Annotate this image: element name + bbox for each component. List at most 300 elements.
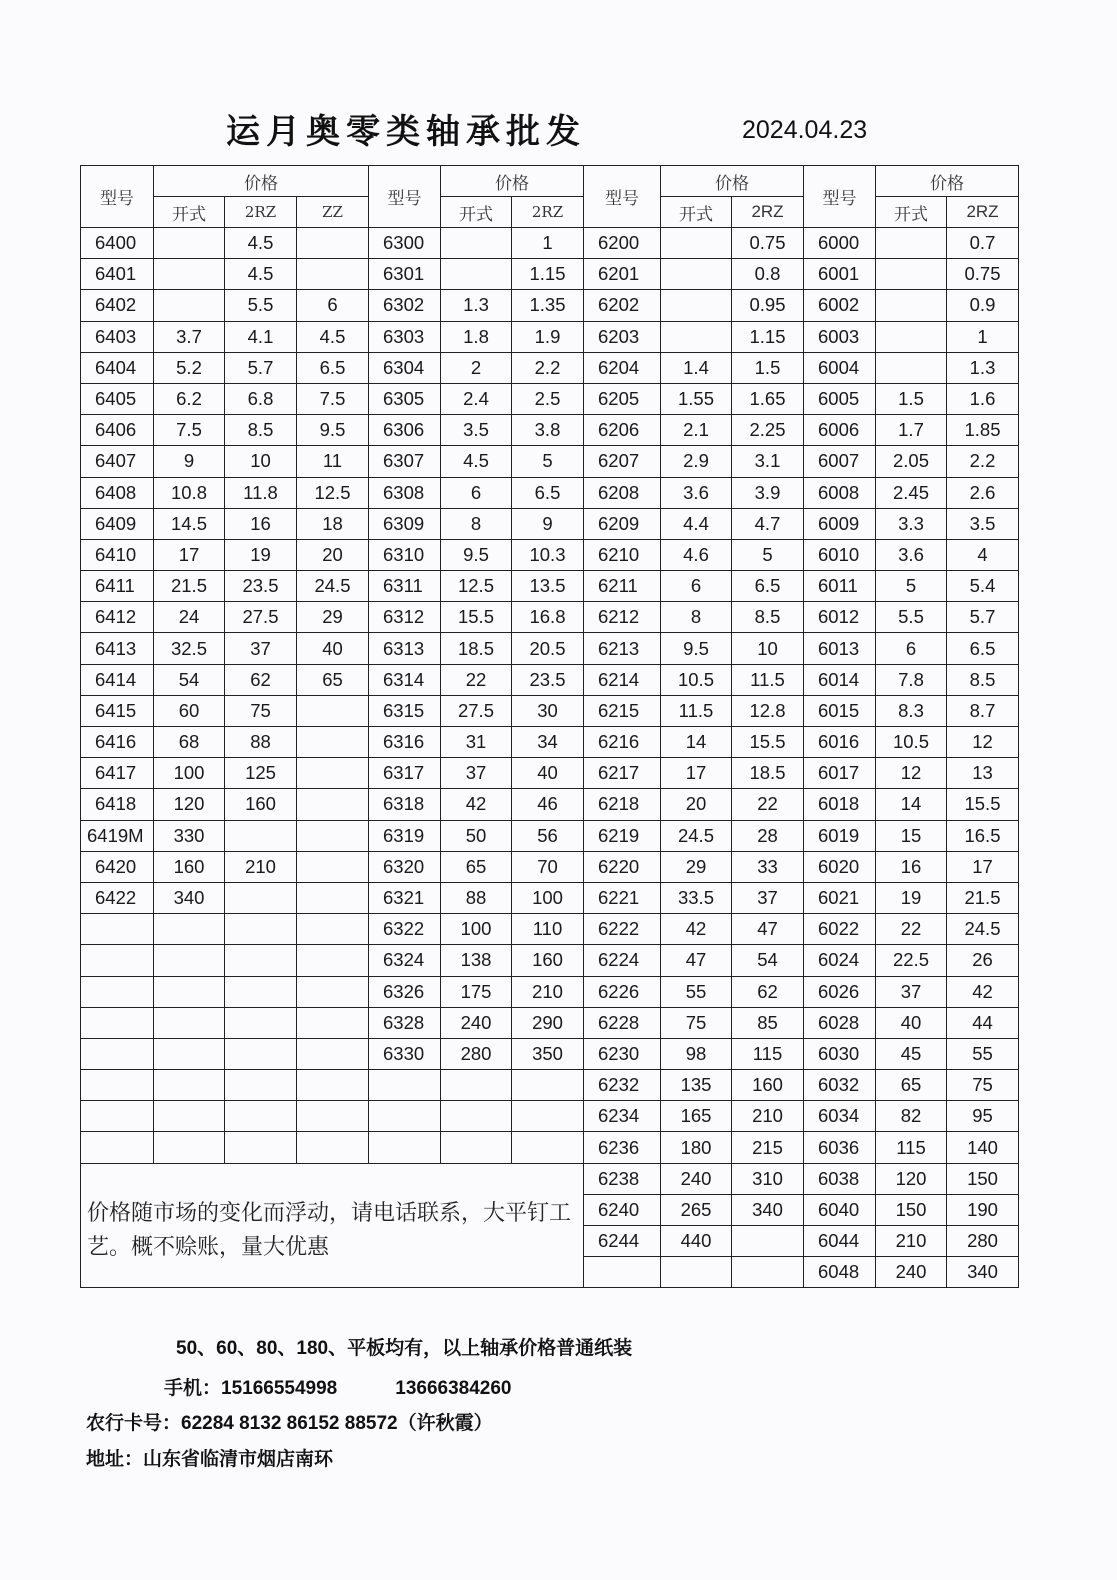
- model-cell: 6300: [369, 228, 441, 259]
- price-2rz-cell: 0.8: [732, 259, 804, 290]
- price-date: 2024.04.23: [742, 116, 868, 144]
- table-row: [81, 914, 1019, 945]
- price-zz-cell: [297, 727, 369, 758]
- model-cell: 6302: [369, 290, 441, 321]
- model-cell: 6404: [81, 352, 154, 383]
- model-cell: 6010: [804, 539, 876, 570]
- price-open-cell: 12.5: [441, 571, 512, 602]
- price-2rz-cell: 37: [732, 882, 804, 913]
- model-cell: [369, 1132, 441, 1163]
- price-2rz-cell: [512, 1132, 584, 1163]
- price-open-cell: 8: [661, 602, 732, 633]
- price-zz-cell: 11: [297, 446, 369, 477]
- table-row: [81, 820, 1019, 851]
- header-2rz-6200: 2RZ: [732, 197, 804, 228]
- price-2rz-cell: 3.1: [732, 446, 804, 477]
- price-2rz-cell: 5: [512, 446, 584, 477]
- price-2rz-cell: 310: [732, 1163, 804, 1194]
- price-2rz-cell: 0.9: [947, 290, 1019, 321]
- model-cell: 6402: [81, 290, 154, 321]
- model-cell: 6228: [584, 1007, 661, 1038]
- model-cell: 6013: [804, 633, 876, 664]
- model-cell: [369, 1070, 441, 1101]
- table-row: [81, 664, 1019, 695]
- price-zz-cell: 20: [297, 539, 369, 570]
- price-open-cell: 6: [876, 633, 947, 664]
- price-open-cell: 55: [661, 976, 732, 1007]
- table-row: [81, 1163, 1019, 1194]
- model-cell: 6005: [804, 383, 876, 414]
- price-open-cell: 33.5: [661, 882, 732, 913]
- price-2rz-cell: 23.5: [512, 664, 584, 695]
- table-row: [81, 446, 1019, 477]
- model-cell: 6036: [804, 1132, 876, 1163]
- price-open-cell: 9: [154, 446, 225, 477]
- price-open-cell: 175: [441, 976, 512, 1007]
- price-2rz-cell: 4.7: [732, 508, 804, 539]
- price-2rz-cell: 340: [947, 1257, 1019, 1288]
- price-open-cell: 265: [661, 1194, 732, 1225]
- price-open-cell: 240: [876, 1257, 947, 1288]
- model-cell: 6330: [369, 1038, 441, 1069]
- price-2rz-cell: 30: [512, 695, 584, 726]
- model-cell: 6313: [369, 633, 441, 664]
- price-open-cell: 19: [876, 882, 947, 913]
- model-cell: 6224: [584, 945, 661, 976]
- price-2rz-cell: 8.5: [732, 602, 804, 633]
- model-cell: 6309: [369, 508, 441, 539]
- model-cell: 6319: [369, 820, 441, 851]
- price-2rz-cell: 0.75: [732, 228, 804, 259]
- model-cell: 6201: [584, 259, 661, 290]
- model-cell: 6017: [804, 758, 876, 789]
- model-cell: 6011: [804, 571, 876, 602]
- model-cell: 6401: [81, 259, 154, 290]
- model-cell: 6301: [369, 259, 441, 290]
- model-cell: [369, 1101, 441, 1132]
- price-2rz-cell: 10: [225, 446, 297, 477]
- price-2rz-cell: 12: [947, 727, 1019, 758]
- model-cell: 6021: [804, 882, 876, 913]
- price-2rz-cell: 1.85: [947, 415, 1019, 446]
- price-2rz-cell: 33: [732, 851, 804, 882]
- price-open-cell: 18.5: [441, 633, 512, 664]
- price-open-cell: 2: [441, 352, 512, 383]
- price-2rz-cell: 2.5: [512, 383, 584, 414]
- model-cell: 6406: [81, 415, 154, 446]
- price-2rz-cell: 8.7: [947, 695, 1019, 726]
- price-2rz-cell: 26: [947, 945, 1019, 976]
- price-2rz-cell: 210: [225, 851, 297, 882]
- price-2rz-cell: 44: [947, 1007, 1019, 1038]
- table-row: [81, 695, 1019, 726]
- price-2rz-cell: [225, 914, 297, 945]
- price-2rz-cell: 28: [732, 820, 804, 851]
- price-open-cell: 29: [661, 851, 732, 882]
- price-zz-cell: [297, 1070, 369, 1101]
- price-open-cell: 40: [876, 1007, 947, 1038]
- price-open-cell: 165: [661, 1101, 732, 1132]
- model-cell: 6200: [584, 228, 661, 259]
- model-cell: 6209: [584, 508, 661, 539]
- model-cell: 6006: [804, 415, 876, 446]
- table-row: [81, 539, 1019, 570]
- model-cell: 6412: [81, 602, 154, 633]
- header-price-6200: 价格: [661, 166, 804, 197]
- price-2rz-cell: 1.15: [512, 259, 584, 290]
- model-cell: 6326: [369, 976, 441, 1007]
- model-cell: 6002: [804, 290, 876, 321]
- price-open-cell: 9.5: [441, 539, 512, 570]
- price-zz-cell: 18: [297, 508, 369, 539]
- price-2rz-cell: [225, 1007, 297, 1038]
- table-row: [81, 352, 1019, 383]
- price-open-cell: 17: [154, 539, 225, 570]
- price-open-cell: 3.6: [876, 539, 947, 570]
- model-cell: 6026: [804, 976, 876, 1007]
- price-2rz-cell: [225, 820, 297, 851]
- price-zz-cell: 7.5: [297, 383, 369, 414]
- table-row: [81, 321, 1019, 352]
- model-cell: 6220: [584, 851, 661, 882]
- price-open-cell: 1.7: [876, 415, 947, 446]
- price-zz-cell: [297, 820, 369, 851]
- model-cell: [81, 1038, 154, 1069]
- price-zz-cell: [297, 259, 369, 290]
- price-open-cell: 22.5: [876, 945, 947, 976]
- price-2rz-cell: 16.8: [512, 602, 584, 633]
- price-open-cell: 21.5: [154, 571, 225, 602]
- price-open-cell: 22: [441, 664, 512, 695]
- model-cell: 6415: [81, 695, 154, 726]
- header-model-6000: 型号: [804, 166, 876, 228]
- price-open-cell: 54: [154, 664, 225, 695]
- model-cell: 6234: [584, 1101, 661, 1132]
- price-open-cell: 1.8: [441, 321, 512, 352]
- price-2rz-cell: 1: [512, 228, 584, 259]
- price-2rz-cell: 115: [732, 1038, 804, 1069]
- model-cell: [584, 1257, 661, 1288]
- model-cell: 6400: [81, 228, 154, 259]
- price-2rz-cell: 27.5: [225, 602, 297, 633]
- price-zz-cell: 6: [297, 290, 369, 321]
- model-cell: 6410: [81, 539, 154, 570]
- price-2rz-cell: 88: [225, 727, 297, 758]
- table-row: [81, 259, 1019, 290]
- price-zz-cell: [297, 1007, 369, 1038]
- price-zz-cell: [297, 1038, 369, 1069]
- price-2rz-cell: 210: [512, 976, 584, 1007]
- model-cell: 6232: [584, 1070, 661, 1101]
- table-row: [81, 727, 1019, 758]
- price-2rz-cell: 75: [225, 695, 297, 726]
- price-open-cell: 100: [154, 758, 225, 789]
- price-2rz-cell: 2.25: [732, 415, 804, 446]
- model-cell: 6012: [804, 602, 876, 633]
- price-open-cell: 5.2: [154, 352, 225, 383]
- price-open-cell: 340: [154, 882, 225, 913]
- price-2rz-cell: 150: [947, 1163, 1019, 1194]
- model-cell: 6411: [81, 571, 154, 602]
- model-cell: 6214: [584, 664, 661, 695]
- model-cell: 6308: [369, 477, 441, 508]
- price-open-cell: 3.5: [441, 415, 512, 446]
- price-2rz-cell: 4.5: [225, 228, 297, 259]
- price-open-cell: [441, 1070, 512, 1101]
- price-2rz-cell: 18.5: [732, 758, 804, 789]
- header-open-6400: 开式: [154, 197, 225, 228]
- price-open-cell: 60: [154, 695, 225, 726]
- price-open-cell: [154, 1070, 225, 1101]
- model-cell: 6310: [369, 539, 441, 570]
- price-open-cell: 240: [441, 1007, 512, 1038]
- price-open-cell: 20: [661, 789, 732, 820]
- price-2rz-cell: 1.35: [512, 290, 584, 321]
- model-cell: 6218: [584, 789, 661, 820]
- table-row: [81, 383, 1019, 414]
- price-open-cell: 7.8: [876, 664, 947, 695]
- model-cell: [81, 914, 154, 945]
- price-2rz-cell: 75: [947, 1070, 1019, 1101]
- header-model-6200: 型号: [584, 166, 661, 228]
- price-2rz-cell: 12.8: [732, 695, 804, 726]
- price-2rz-cell: 160: [225, 789, 297, 820]
- model-cell: 6328: [369, 1007, 441, 1038]
- price-open-cell: 42: [661, 914, 732, 945]
- price-2rz-cell: 15.5: [732, 727, 804, 758]
- price-open-cell: [661, 259, 732, 290]
- price-zz-cell: [297, 882, 369, 913]
- price-open-cell: 3.6: [661, 477, 732, 508]
- price-2rz-cell: 6.8: [225, 383, 297, 414]
- model-cell: 6019: [804, 820, 876, 851]
- phone-1: 15166554998: [221, 1378, 338, 1399]
- price-2rz-cell: 13: [947, 758, 1019, 789]
- model-cell: 6408: [81, 477, 154, 508]
- price-2rz-cell: 100: [512, 882, 584, 913]
- table-row: [81, 976, 1019, 1007]
- price-2rz-cell: 8.5: [947, 664, 1019, 695]
- model-cell: 6020: [804, 851, 876, 882]
- price-open-cell: 2.1: [661, 415, 732, 446]
- price-open-cell: [154, 1132, 225, 1163]
- price-open-cell: 330: [154, 820, 225, 851]
- price-2rz-cell: 3.9: [732, 477, 804, 508]
- header-open-6200: 开式: [661, 197, 732, 228]
- price-2rz-cell: 62: [732, 976, 804, 1007]
- price-open-cell: [154, 976, 225, 1007]
- price-2rz-cell: 5.4: [947, 571, 1019, 602]
- model-cell: 6305: [369, 383, 441, 414]
- model-cell: 6211: [584, 571, 661, 602]
- price-open-cell: 2.45: [876, 477, 947, 508]
- price-2rz-cell: 1.65: [732, 383, 804, 414]
- price-2rz-cell: 0.75: [947, 259, 1019, 290]
- table-row: [81, 882, 1019, 913]
- price-zz-cell: [297, 1101, 369, 1132]
- model-cell: 6314: [369, 664, 441, 695]
- table-row: [81, 228, 1019, 259]
- price-open-cell: 45: [876, 1038, 947, 1069]
- price-open-cell: [876, 321, 947, 352]
- price-open-cell: 98: [661, 1038, 732, 1069]
- model-cell: 6403: [81, 321, 154, 352]
- price-2rz-cell: 11.5: [732, 664, 804, 695]
- model-cell: 6317: [369, 758, 441, 789]
- model-cell: 6226: [584, 976, 661, 1007]
- price-2rz-cell: [225, 976, 297, 1007]
- price-2rz-cell: 85: [732, 1007, 804, 1038]
- model-cell: [81, 1007, 154, 1038]
- price-zz-cell: 29: [297, 602, 369, 633]
- model-cell: 6416: [81, 727, 154, 758]
- price-2rz-cell: 3.8: [512, 415, 584, 446]
- model-cell: 6206: [584, 415, 661, 446]
- price-2rz-cell: 340: [732, 1194, 804, 1225]
- model-cell: [81, 976, 154, 1007]
- model-cell: 6312: [369, 602, 441, 633]
- price-open-cell: 180: [661, 1132, 732, 1163]
- price-zz-cell: [297, 789, 369, 820]
- price-2rz-cell: 13.5: [512, 571, 584, 602]
- price-open-cell: [154, 290, 225, 321]
- price-zz-cell: 6.5: [297, 352, 369, 383]
- phone-2: 13666384260: [395, 1378, 512, 1399]
- price-open-cell: 82: [876, 1101, 947, 1132]
- price-open-cell: 1.4: [661, 352, 732, 383]
- header-2rz-6400: 2RZ: [225, 197, 297, 228]
- price-open-cell: 37: [441, 758, 512, 789]
- price-open-cell: [441, 1101, 512, 1132]
- model-cell: 6028: [804, 1007, 876, 1038]
- price-2rz-cell: 6.5: [947, 633, 1019, 664]
- price-2rz-cell: 0.95: [732, 290, 804, 321]
- price-open-cell: 10.5: [876, 727, 947, 758]
- price-2rz-cell: 15.5: [947, 789, 1019, 820]
- price-open-cell: 31: [441, 727, 512, 758]
- footer-note: 50、60、80、180、平板均有，以上轴承价格普通纸装: [176, 1338, 633, 1359]
- price-2rz-cell: 16.5: [947, 820, 1019, 851]
- price-2rz-cell: 56: [512, 820, 584, 851]
- price-zz-cell: [297, 851, 369, 882]
- price-open-cell: 1.55: [661, 383, 732, 414]
- price-2rz-cell: 5.7: [225, 352, 297, 383]
- price-2rz-cell: 20.5: [512, 633, 584, 664]
- footer-address: 地址：山东省临清市烟店南环: [86, 1449, 334, 1470]
- model-cell: 6203: [584, 321, 661, 352]
- price-zz-cell: [297, 976, 369, 1007]
- price-open-cell: [154, 228, 225, 259]
- model-cell: 6420: [81, 851, 154, 882]
- price-open-cell: 14: [876, 789, 947, 820]
- model-cell: 6018: [804, 789, 876, 820]
- price-open-cell: 22: [876, 914, 947, 945]
- model-cell: 6413: [81, 633, 154, 664]
- price-2rz-cell: 54: [732, 945, 804, 976]
- footer-phones: [164, 1373, 512, 1400]
- price-2rz-cell: 42: [947, 976, 1019, 1007]
- model-cell: 6208: [584, 477, 661, 508]
- price-2rz-cell: 17: [947, 851, 1019, 882]
- model-cell: 6236: [584, 1132, 661, 1163]
- table-row: [81, 1070, 1019, 1101]
- price-2rz-cell: 140: [947, 1132, 1019, 1163]
- price-open-cell: 5: [876, 571, 947, 602]
- price-2rz-cell: 10: [732, 633, 804, 664]
- model-cell: 6409: [81, 508, 154, 539]
- price-2rz-cell: 290: [512, 1007, 584, 1038]
- price-2rz-cell: 1: [947, 321, 1019, 352]
- table-row: [81, 851, 1019, 882]
- price-open-cell: [876, 352, 947, 383]
- price-open-cell: 65: [876, 1070, 947, 1101]
- model-cell: 6217: [584, 758, 661, 789]
- price-open-cell: 1.5: [876, 383, 947, 414]
- header-row-2: [81, 197, 1019, 228]
- price-open-cell: 14.5: [154, 508, 225, 539]
- price-open-cell: 11.5: [661, 695, 732, 726]
- model-cell: 6316: [369, 727, 441, 758]
- price-open-cell: [154, 1007, 225, 1038]
- model-cell: 6038: [804, 1163, 876, 1194]
- price-open-cell: 47: [661, 945, 732, 976]
- price-2rz-cell: 350: [512, 1038, 584, 1069]
- price-open-cell: 16: [876, 851, 947, 882]
- model-cell: 6205: [584, 383, 661, 414]
- price-2rz-cell: 2.2: [947, 446, 1019, 477]
- price-2rz-cell: [225, 1101, 297, 1132]
- price-zz-cell: 65: [297, 664, 369, 695]
- price-2rz-cell: [225, 1070, 297, 1101]
- price-open-cell: 6: [441, 477, 512, 508]
- model-cell: 6004: [804, 352, 876, 383]
- model-cell: 6207: [584, 446, 661, 477]
- price-2rz-cell: 5: [732, 539, 804, 570]
- price-open-cell: 7.5: [154, 415, 225, 446]
- model-cell: 6007: [804, 446, 876, 477]
- table-row: [81, 633, 1019, 664]
- header-row-1: [81, 166, 1019, 197]
- model-cell: 6322: [369, 914, 441, 945]
- price-open-cell: [154, 945, 225, 976]
- price-2rz-cell: 11.8: [225, 477, 297, 508]
- price-open-cell: 17: [661, 758, 732, 789]
- price-open-cell: 75: [661, 1007, 732, 1038]
- price-zz-cell: [297, 945, 369, 976]
- price-zz-cell: 24.5: [297, 571, 369, 602]
- model-cell: 6204: [584, 352, 661, 383]
- price-open-cell: [441, 259, 512, 290]
- model-cell: 6032: [804, 1070, 876, 1101]
- model-cell: 6215: [584, 695, 661, 726]
- price-open-cell: 6: [661, 571, 732, 602]
- price-2rz-cell: 4.5: [225, 259, 297, 290]
- price-open-cell: 37: [876, 976, 947, 1007]
- price-open-cell: 27.5: [441, 695, 512, 726]
- price-open-cell: 280: [441, 1038, 512, 1069]
- model-cell: 6000: [804, 228, 876, 259]
- note-box: 价格随市场的变化而浮动，请电话联系，大平钉工艺。概不赊账，量大优惠: [81, 1163, 584, 1288]
- price-2rz-cell: [225, 945, 297, 976]
- price-2rz-cell: 46: [512, 789, 584, 820]
- model-cell: 6321: [369, 882, 441, 913]
- model-cell: 6238: [584, 1163, 661, 1194]
- price-2rz-cell: [512, 1101, 584, 1132]
- price-open-cell: [441, 1132, 512, 1163]
- header-open-6000: 开式: [876, 197, 947, 228]
- price-open-cell: 6.2: [154, 383, 225, 414]
- price-zz-cell: [297, 695, 369, 726]
